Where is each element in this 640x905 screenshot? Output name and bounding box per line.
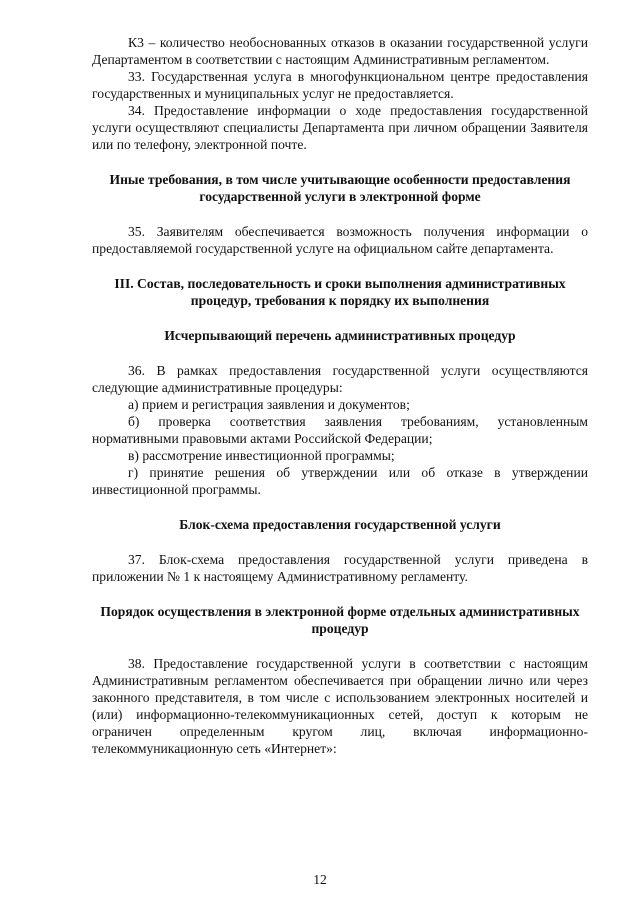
paragraph-37: 37. Блок-схема предоставления государственной услуги приведена в приложении № 1 к настоящему Административному регламенту. bbox=[92, 552, 588, 584]
page-number: 12 bbox=[313, 872, 327, 887]
list-item-v: в) рассмотрение инвестиционной программы; bbox=[128, 448, 395, 463]
paragraph-35: 35. Заявителям обеспечивается возможность получения информации о предоставляемой государственной услуге на официальном сайте департамента. bbox=[92, 224, 588, 256]
paragraph-34: 34. Предоставление информации о ходе предоставления государственной услуги осуществляют специалисты Департамента при личном обращении Заявителя или по телефону, электронной почте. bbox=[92, 103, 588, 152]
paragraph-k3: К3 – количество необоснованных отказов в оказании государственной услуги Департаментом в соответствии с настоящим Административным регламентом. bbox=[92, 35, 588, 67]
heading-procedures-list: Исчерпывающий перечень административных процедур bbox=[164, 328, 516, 343]
paragraph-36: 36. В рамках предоставления государственной услуги осуществляются следующие административные процедуры: bbox=[92, 363, 588, 395]
list-item-b: б) проверка соответствия заявления требованиям, установленным нормативными правовыми актами Российской Федерации; bbox=[92, 414, 588, 446]
heading-section-3: III. Состав, последовательность и сроки выполнения административных процедур, требования к порядку их выполнения bbox=[114, 276, 566, 308]
heading-flowchart: Блок-схема предоставления государственной услуги bbox=[179, 517, 501, 532]
heading-electronic: Порядок осуществления в электронной форме отдельных административных процедур bbox=[100, 604, 580, 636]
paragraph-38: 38. Предоставление государственной услуги в соответствии с настоящим Административным регламентом обеспечивается при обращении лично или через законного представителя, в том числе с использованием электронных носителей и (или) информационно-телекоммуникационных сетей, доступ к которым не ограничен определенным кругом лиц, включая информационно-телекоммуникационную сеть «Интернет»: bbox=[92, 656, 588, 756]
document-page bbox=[92, 34, 588, 757]
list-item-a: а) прием и регистрация заявления и документов; bbox=[128, 397, 410, 412]
list-item-g: г) принятие решения об утверждении или об отказе в утверждении инвестиционной программы. bbox=[92, 465, 588, 497]
heading-other-requirements: Иные требования, в том числе учитывающие особенности предоставления государственной услуги в электронной форме bbox=[109, 172, 571, 204]
paragraph-33: 33. Государственная услуга в многофункциональном центре предоставления государственных и муниципальных услуг не предоставляется. bbox=[92, 69, 588, 101]
